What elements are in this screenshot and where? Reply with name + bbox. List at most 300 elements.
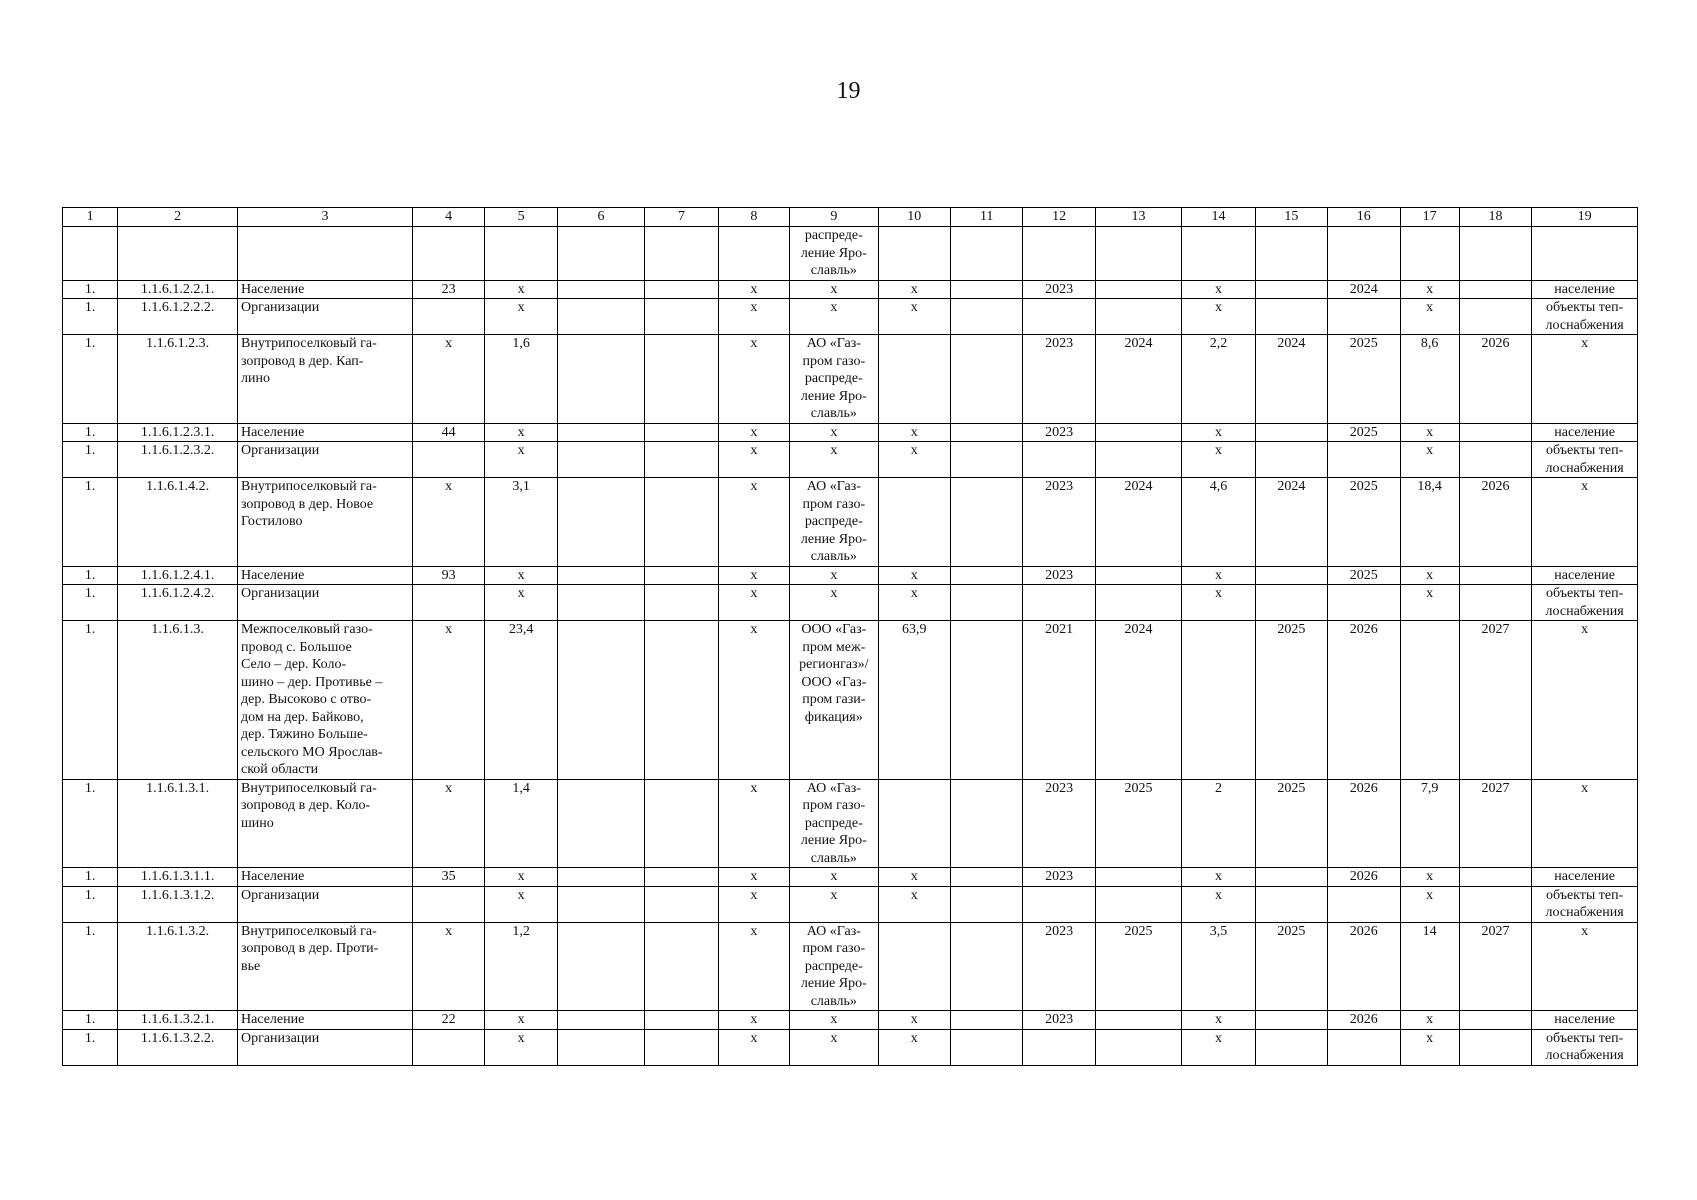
table-cell-col-6	[557, 227, 644, 281]
table-cell-col-1: 1.	[63, 280, 118, 299]
table-cell-col-17: х	[1400, 423, 1459, 442]
table-cell-col-3: Население	[237, 566, 412, 585]
table-cell-col-16: 2026	[1328, 922, 1400, 1011]
table-cell-col-5: х	[485, 566, 557, 585]
table-cell-col-2: 1.1.6.1.2.3.1.	[118, 423, 238, 442]
table-cell-col-11	[950, 566, 1022, 585]
table-cell-col-16	[1328, 227, 1400, 281]
table-cell-col-8: х	[718, 922, 789, 1011]
table-cell-col-6	[557, 566, 644, 585]
table-cell-col-12	[1023, 1029, 1095, 1065]
table-cell-col-3: Население	[237, 280, 412, 299]
table-cell-col-19: х	[1532, 621, 1638, 780]
table-cell-col-19: объекты теп- лоснабжения	[1532, 299, 1638, 335]
table-cell-col-2: 1.1.6.1.2.3.	[118, 335, 238, 424]
table-cell-col-17: 7,9	[1400, 779, 1459, 868]
column-header-10: 10	[878, 208, 950, 227]
table-cell-col-4: 44	[412, 423, 484, 442]
table-cell-col-3: Внутрипоселковый га- зопровод в дер. Проти- вье	[237, 922, 412, 1011]
table-cell-col-13	[1095, 886, 1181, 922]
table-cell-col-13	[1095, 566, 1181, 585]
table-cell-col-18	[1459, 886, 1531, 922]
column-header-18: 18	[1459, 208, 1531, 227]
table-cell-col-11	[950, 280, 1022, 299]
table-row	[63, 886, 1638, 922]
table-cell-col-5: х	[485, 442, 557, 478]
table-cell-col-18: 2027	[1459, 621, 1531, 780]
table-cell-col-14: х	[1182, 566, 1255, 585]
table-cell-col-18: 2026	[1459, 335, 1531, 424]
table-cell-col-5: 1,2	[485, 922, 557, 1011]
table-cell-col-10: 63,9	[878, 621, 950, 780]
column-header-8: 8	[718, 208, 789, 227]
table-cell-col-7	[645, 886, 718, 922]
table-cell-col-17: 8,6	[1400, 335, 1459, 424]
table-cell-col-1: 1.	[63, 566, 118, 585]
data-table	[62, 207, 1638, 1066]
table-cell-col-16: 2026	[1328, 868, 1400, 887]
table-cell-col-15	[1255, 566, 1327, 585]
table-cell-col-15	[1255, 442, 1327, 478]
table-cell-col-16: 2024	[1328, 280, 1400, 299]
table-cell-col-10	[878, 922, 950, 1011]
column-header-1: 1	[63, 208, 118, 227]
table-cell-col-7	[645, 566, 718, 585]
table-cell-col-7	[645, 280, 718, 299]
table-cell-col-12: 2023	[1023, 868, 1095, 887]
table-cell-col-15	[1255, 227, 1327, 281]
table-cell-col-17: 14	[1400, 922, 1459, 1011]
table-cell-col-1: 1.	[63, 868, 118, 887]
table-cell-col-8: х	[718, 423, 789, 442]
table-cell-col-12: 2023	[1023, 779, 1095, 868]
table-cell-col-1: 1.	[63, 621, 118, 780]
table-cell-col-4	[412, 442, 484, 478]
table-cell-col-17: х	[1400, 886, 1459, 922]
table-cell-col-17	[1400, 621, 1459, 780]
table-cell-col-14: х	[1182, 442, 1255, 478]
table-cell-col-3: Организации	[237, 299, 412, 335]
table-cell-col-13	[1095, 227, 1181, 281]
table-cell-col-6	[557, 886, 644, 922]
table-cell-col-13: 2025	[1095, 922, 1181, 1011]
table-cell-col-17: 18,4	[1400, 478, 1459, 567]
table-cell-col-7	[645, 1011, 718, 1030]
table-cell-col-9: х	[790, 280, 879, 299]
table-row	[63, 335, 1638, 424]
table-cell-col-5: х	[485, 868, 557, 887]
table-cell-col-4: 35	[412, 868, 484, 887]
table-cell-col-18: 2026	[1459, 478, 1531, 567]
table-cell-col-13	[1095, 868, 1181, 887]
table-cell-col-15	[1255, 423, 1327, 442]
table-cell-col-11	[950, 621, 1022, 780]
table-cell-col-4	[412, 227, 484, 281]
column-header-13: 13	[1095, 208, 1181, 227]
table-cell-col-11	[950, 779, 1022, 868]
table-cell-col-10: х	[878, 585, 950, 621]
table-cell-col-2: 1.1.6.1.2.2.2.	[118, 299, 238, 335]
table-cell-col-6	[557, 1029, 644, 1065]
table-cell-col-3: Межпоселковый газо- провод с. Большое Село – дер. Коло- шино – дер. Противье – дер. Высоково с отво- дом на дер. Байково, дер. Тяжино Больше- сельского МО Ярослав- ской области	[237, 621, 412, 780]
table-cell-col-19: объекты теп- лоснабжения	[1532, 1029, 1638, 1065]
header-row	[63, 208, 1638, 227]
table-cell-col-9: АО «Газ- пром газо- распреде- ление Яро- славль»	[790, 478, 879, 567]
table-cell-col-5: х	[485, 423, 557, 442]
table-cell-col-18	[1459, 423, 1531, 442]
table-cell-col-5: х	[485, 280, 557, 299]
table-row	[63, 299, 1638, 335]
table-cell-col-10: х	[878, 868, 950, 887]
table-cell-col-14: х	[1182, 886, 1255, 922]
table-cell-col-16	[1328, 299, 1400, 335]
table-row	[63, 227, 1638, 281]
table-cell-col-13: 2024	[1095, 335, 1181, 424]
table-cell-col-9: х	[790, 566, 879, 585]
table-cell-col-9: х	[790, 299, 879, 335]
table-cell-col-13: 2024	[1095, 478, 1181, 567]
table-cell-col-14	[1182, 621, 1255, 780]
table-cell-col-19: объекты теп- лоснабжения	[1532, 886, 1638, 922]
table-cell-col-11	[950, 585, 1022, 621]
table-cell-col-15: 2025	[1255, 922, 1327, 1011]
table-cell-col-7	[645, 585, 718, 621]
table-cell-col-11	[950, 423, 1022, 442]
table-cell-col-4	[412, 585, 484, 621]
table-cell-col-18	[1459, 585, 1531, 621]
column-header-9: 9	[790, 208, 879, 227]
table-cell-col-15	[1255, 868, 1327, 887]
table-cell-col-19: х	[1532, 922, 1638, 1011]
table-cell-col-6	[557, 478, 644, 567]
table-cell-col-1: 1.	[63, 442, 118, 478]
table-cell-col-5: х	[485, 585, 557, 621]
table-cell-col-6	[557, 335, 644, 424]
table-cell-col-9: АО «Газ- пром газо- распреде- ление Яро- славль»	[790, 922, 879, 1011]
table-cell-col-4	[412, 1029, 484, 1065]
table-cell-col-8: х	[718, 585, 789, 621]
table-cell-col-16: 2025	[1328, 566, 1400, 585]
table-cell-col-13	[1095, 423, 1181, 442]
column-header-7: 7	[645, 208, 718, 227]
table-cell-col-16: 2025	[1328, 423, 1400, 442]
table-cell-col-8: х	[718, 299, 789, 335]
table-cell-col-14: 4,6	[1182, 478, 1255, 567]
table-cell-col-17: х	[1400, 585, 1459, 621]
table-cell-col-4: х	[412, 335, 484, 424]
column-header-2: 2	[118, 208, 238, 227]
column-header-19: 19	[1532, 208, 1638, 227]
table-cell-col-11	[950, 442, 1022, 478]
table-cell-col-19: х	[1532, 335, 1638, 424]
table-cell-col-5: 3,1	[485, 478, 557, 567]
table-cell-col-3: Организации	[237, 1029, 412, 1065]
table-cell-col-17: х	[1400, 280, 1459, 299]
table-cell-col-16	[1328, 442, 1400, 478]
table-cell-col-12: 2023	[1023, 423, 1095, 442]
table-cell-col-19: х	[1532, 779, 1638, 868]
table-cell-col-19: население	[1532, 1011, 1638, 1030]
table-cell-col-13	[1095, 280, 1181, 299]
table-cell-col-5: 23,4	[485, 621, 557, 780]
table-row	[63, 585, 1638, 621]
table-cell-col-18: 2027	[1459, 922, 1531, 1011]
table-cell-col-1: 1.	[63, 922, 118, 1011]
table-cell-col-9: х	[790, 1029, 879, 1065]
table-cell-col-1: 1.	[63, 335, 118, 424]
table-cell-col-13	[1095, 585, 1181, 621]
table-cell-col-19: х	[1532, 478, 1638, 567]
table-cell-col-17: х	[1400, 1011, 1459, 1030]
table-cell-col-3: Внутрипоселковый га- зопровод в дер. Новое Гостилово	[237, 478, 412, 567]
table-cell-col-4: х	[412, 621, 484, 780]
table-cell-col-7	[645, 922, 718, 1011]
table-cell-col-3: Внутрипоселковый га- зопровод в дер. Кап- лино	[237, 335, 412, 424]
table-cell-col-18: 2027	[1459, 779, 1531, 868]
table-cell-col-18	[1459, 299, 1531, 335]
table-cell-col-9: распреде- ление Яро- славль»	[790, 227, 879, 281]
table-cell-col-9: х	[790, 868, 879, 887]
table-cell-col-7	[645, 868, 718, 887]
table-cell-col-13	[1095, 299, 1181, 335]
table-row	[63, 1029, 1638, 1065]
column-header-16: 16	[1328, 208, 1400, 227]
table-cell-col-12: 2023	[1023, 1011, 1095, 1030]
table-cell-col-4	[412, 886, 484, 922]
table-cell-col-10: х	[878, 886, 950, 922]
table-cell-col-12	[1023, 585, 1095, 621]
table-cell-col-12: 2023	[1023, 280, 1095, 299]
table-cell-col-13: 2024	[1095, 621, 1181, 780]
table-cell-col-5: х	[485, 886, 557, 922]
table-cell-col-2	[118, 227, 238, 281]
table-cell-col-4: 23	[412, 280, 484, 299]
table-cell-col-7	[645, 423, 718, 442]
table-cell-col-1: 1.	[63, 478, 118, 567]
table-cell-col-14: х	[1182, 868, 1255, 887]
table-cell-col-4: 93	[412, 566, 484, 585]
table-cell-col-1: 1.	[63, 423, 118, 442]
table-cell-col-10	[878, 335, 950, 424]
table-cell-col-11	[950, 478, 1022, 567]
table-cell-col-2: 1.1.6.1.2.2.1.	[118, 280, 238, 299]
table-cell-col-11	[950, 922, 1022, 1011]
table-row	[63, 566, 1638, 585]
table-cell-col-18	[1459, 868, 1531, 887]
table-cell-col-10: х	[878, 442, 950, 478]
table-row	[63, 922, 1638, 1011]
table-cell-col-12: 2023	[1023, 566, 1095, 585]
table-cell-col-1: 1.	[63, 1011, 118, 1030]
table-cell-col-14: х	[1182, 585, 1255, 621]
table-cell-col-19: население	[1532, 868, 1638, 887]
table-cell-col-2: 1.1.6.1.3.2.	[118, 922, 238, 1011]
column-header-15: 15	[1255, 208, 1327, 227]
table-cell-col-3: Население	[237, 1011, 412, 1030]
table-cell-col-8	[718, 227, 789, 281]
table-cell-col-6	[557, 585, 644, 621]
table-cell-col-3: Организации	[237, 886, 412, 922]
table-cell-col-4	[412, 299, 484, 335]
table-cell-col-11	[950, 868, 1022, 887]
table-cell-col-9: АО «Газ- пром газо- распреде- ление Яро- славль»	[790, 335, 879, 424]
table-cell-col-2: 1.1.6.1.3.2.2.	[118, 1029, 238, 1065]
table-cell-col-1: 1.	[63, 886, 118, 922]
table-row	[63, 868, 1638, 887]
table-cell-col-13	[1095, 1029, 1181, 1065]
table-cell-col-6	[557, 299, 644, 335]
table-cell-col-2: 1.1.6.1.3.1.1.	[118, 868, 238, 887]
column-header-3: 3	[237, 208, 412, 227]
table-cell-col-8: х	[718, 868, 789, 887]
table-cell-col-6	[557, 280, 644, 299]
table-cell-col-2: 1.1.6.1.2.3.2.	[118, 442, 238, 478]
table-cell-col-2: 1.1.6.1.2.4.1.	[118, 566, 238, 585]
table-cell-col-6	[557, 621, 644, 780]
column-header-17: 17	[1400, 208, 1459, 227]
table-cell-col-17: х	[1400, 868, 1459, 887]
table-cell-col-16	[1328, 1029, 1400, 1065]
table-cell-col-2: 1.1.6.1.2.4.2.	[118, 585, 238, 621]
column-header-5: 5	[485, 208, 557, 227]
table-cell-col-1: 1.	[63, 779, 118, 868]
table-cell-col-18	[1459, 280, 1531, 299]
table-cell-col-4: х	[412, 478, 484, 567]
table-cell-col-9: ООО «Газ- пром меж- регионгаз»/ ООО «Газ- пром гази- фикация»	[790, 621, 879, 780]
table-cell-col-9: х	[790, 585, 879, 621]
table-cell-col-1: 1.	[63, 585, 118, 621]
table-cell-col-7	[645, 442, 718, 478]
table-cell-col-8: х	[718, 478, 789, 567]
table-cell-col-13	[1095, 442, 1181, 478]
table-cell-col-12	[1023, 227, 1095, 281]
table-cell-col-19	[1532, 227, 1638, 281]
table-cell-col-13: 2025	[1095, 779, 1181, 868]
table-cell-col-15: 2025	[1255, 779, 1327, 868]
table-cell-col-15: 2025	[1255, 621, 1327, 780]
table-cell-col-11	[950, 1029, 1022, 1065]
table-cell-col-8: х	[718, 566, 789, 585]
table-cell-col-6	[557, 423, 644, 442]
table-cell-col-18	[1459, 566, 1531, 585]
table-cell-col-14: х	[1182, 1029, 1255, 1065]
table-cell-col-4: х	[412, 779, 484, 868]
column-header-6: 6	[557, 208, 644, 227]
table-row	[63, 423, 1638, 442]
table-cell-col-2: 1.1.6.1.4.2.	[118, 478, 238, 567]
table-cell-col-17: х	[1400, 1029, 1459, 1065]
table-cell-col-11	[950, 299, 1022, 335]
table-cell-col-10	[878, 227, 950, 281]
table-cell-col-10: х	[878, 280, 950, 299]
table-cell-col-8: х	[718, 779, 789, 868]
table-cell-col-16	[1328, 886, 1400, 922]
table-cell-col-7	[645, 227, 718, 281]
table-cell-col-17: х	[1400, 442, 1459, 478]
table-cell-col-5: х	[485, 1011, 557, 1030]
table-cell-col-4: х	[412, 922, 484, 1011]
table-cell-col-3: Население	[237, 868, 412, 887]
table-cell-col-16: 2026	[1328, 779, 1400, 868]
table-cell-col-13	[1095, 1011, 1181, 1030]
table-cell-col-18	[1459, 227, 1531, 281]
table-cell-col-14: 3,5	[1182, 922, 1255, 1011]
table-row	[63, 280, 1638, 299]
table-cell-col-11	[950, 227, 1022, 281]
table-cell-col-5: 1,6	[485, 335, 557, 424]
table-cell-col-8: х	[718, 621, 789, 780]
table-cell-col-12: 2021	[1023, 621, 1095, 780]
table-cell-col-16	[1328, 585, 1400, 621]
table-body	[63, 227, 1638, 1066]
table-cell-col-8: х	[718, 335, 789, 424]
table-cell-col-4: 22	[412, 1011, 484, 1030]
table-cell-col-10: х	[878, 423, 950, 442]
table-cell-col-6	[557, 868, 644, 887]
table-cell-col-11	[950, 886, 1022, 922]
table-cell-col-5: 1,4	[485, 779, 557, 868]
table-cell-col-10: х	[878, 566, 950, 585]
table-cell-col-12	[1023, 886, 1095, 922]
table-cell-col-10	[878, 779, 950, 868]
table-row	[63, 478, 1638, 567]
table-cell-col-12: 2023	[1023, 335, 1095, 424]
table-cell-col-7	[645, 621, 718, 780]
table-cell-col-6	[557, 442, 644, 478]
table-cell-col-18	[1459, 1011, 1531, 1030]
table-cell-col-11	[950, 1011, 1022, 1030]
table-cell-col-15	[1255, 280, 1327, 299]
table-cell-col-14: х	[1182, 423, 1255, 442]
table-cell-col-15	[1255, 585, 1327, 621]
table-cell-col-8: х	[718, 1029, 789, 1065]
table-cell-col-18	[1459, 442, 1531, 478]
table-cell-col-10: х	[878, 1029, 950, 1065]
table-cell-col-2: 1.1.6.1.3.1.	[118, 779, 238, 868]
table-cell-col-9: х	[790, 442, 879, 478]
table-cell-col-12: 2023	[1023, 922, 1095, 1011]
table-cell-col-14: 2	[1182, 779, 1255, 868]
table-cell-col-7	[645, 299, 718, 335]
table-cell-col-15	[1255, 886, 1327, 922]
table-cell-col-10: х	[878, 1011, 950, 1030]
table-cell-col-15: 2024	[1255, 478, 1327, 567]
table-cell-col-19: объекты теп- лоснабжения	[1532, 585, 1638, 621]
table-cell-col-17: х	[1400, 299, 1459, 335]
table-cell-col-1: 1.	[63, 1029, 118, 1065]
table-cell-col-16: 2026	[1328, 621, 1400, 780]
table-cell-col-10	[878, 478, 950, 567]
table-cell-col-6	[557, 779, 644, 868]
table-cell-col-5: х	[485, 299, 557, 335]
table-cell-col-14: 2,2	[1182, 335, 1255, 424]
table-cell-col-5	[485, 227, 557, 281]
table-cell-col-1	[63, 227, 118, 281]
table-row	[63, 621, 1638, 780]
table-cell-col-6	[557, 1011, 644, 1030]
table-cell-col-16: 2025	[1328, 335, 1400, 424]
table-cell-col-19: население	[1532, 423, 1638, 442]
table-cell-col-14: х	[1182, 299, 1255, 335]
table-cell-col-16: 2025	[1328, 478, 1400, 567]
table-cell-col-19: население	[1532, 566, 1638, 585]
column-header-12: 12	[1023, 208, 1095, 227]
table-cell-col-7	[645, 335, 718, 424]
table-row	[63, 442, 1638, 478]
table-cell-col-3: Население	[237, 423, 412, 442]
table-cell-col-14: х	[1182, 1011, 1255, 1030]
table-cell-col-12: 2023	[1023, 478, 1095, 567]
